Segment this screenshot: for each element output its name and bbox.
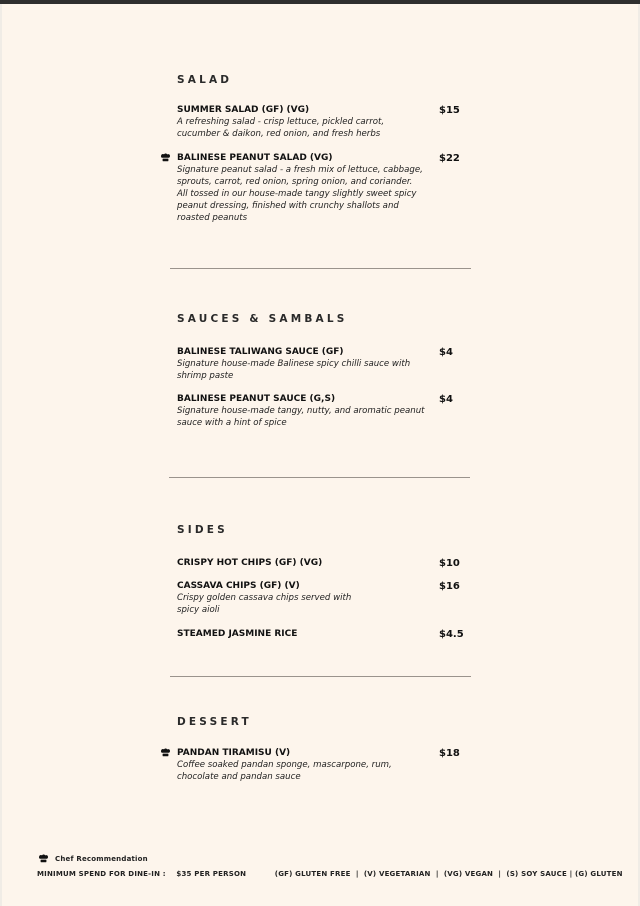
item-price: $16 — [439, 581, 460, 592]
section-divider — [169, 477, 470, 478]
section-title: SALAD — [177, 74, 233, 86]
menu-item — [177, 580, 477, 616]
menu-page — [2, 4, 638, 906]
menu-item — [177, 557, 477, 569]
item-name: BALINESE TALIWANG SAUCE (GF) — [177, 347, 344, 357]
section-title: SAUCES & SAMBALS — [177, 313, 348, 325]
dietary-legend: (GF) GLUTEN FREE | (V) VEGETARIAN | (VG) VEGAN | (S) SOY SAUCE | (G) GLUTEN — [274, 870, 623, 878]
item-price: $4.5 — [439, 629, 464, 640]
item-description: A refreshing salad - crisp lettuce, pickled carrot, cucumber & daikon, red onion, and fresh herbs — [177, 117, 385, 139]
menu-item — [177, 747, 477, 783]
section-dessert — [177, 715, 477, 782]
item-price: $22 — [439, 153, 460, 164]
item-description: Crispy golden cassava chips served with spicy aioli — [177, 593, 352, 615]
item-name: BALINESE PEANUT SALAD (VG) — [177, 153, 333, 163]
item-name: CASSAVA CHIPS (GF) (V) — [177, 581, 300, 591]
item-name: SUMMER SALAD (GF) (VG) — [177, 105, 310, 115]
item-price: $4 — [439, 347, 453, 358]
section-divider — [170, 268, 471, 269]
chef-recommendation-legend — [38, 854, 148, 863]
item-name: BALINESE PEANUT SAUCE (G,S) — [177, 394, 336, 404]
section-divider — [170, 676, 471, 677]
item-price: $15 — [439, 105, 460, 116]
item-name: PANDAN TIRAMISU (V) — [177, 748, 291, 758]
section-title: SIDES — [177, 524, 228, 536]
chef-hat-icon — [160, 153, 171, 162]
item-name: CRISPY HOT CHIPS (GF) (VG) — [177, 558, 323, 568]
chef-hat-icon — [160, 748, 171, 757]
item-description: Coffee soaked pandan sponge, mascarpone, rum, chocolate and pandan sauce — [177, 760, 392, 782]
menu-item — [177, 346, 477, 382]
menu-item — [177, 152, 477, 224]
section-sides — [177, 523, 477, 640]
menu-item — [177, 628, 477, 640]
item-description: Signature house-made tangy, nutty, and aromatic peanut sauce with a hint of spice — [177, 406, 425, 428]
item-name: STEAMED JASMINE RICE — [177, 629, 298, 639]
menu-item — [177, 104, 477, 140]
item-price: $4 — [439, 394, 453, 405]
section-title: DESSERT — [177, 716, 252, 728]
item-price: $18 — [439, 748, 460, 759]
chef-hat-icon — [38, 854, 49, 863]
section-sauces-sambals — [177, 312, 477, 428]
item-description: Signature house-made Balinese spicy chilli sauce with shrimp paste — [177, 359, 411, 381]
item-description: Signature peanut salad - a fresh mix of lettuce, cabbage, sprouts, carrot, red onion, spring onion, and coriander. All tossed in our house-made tangy slightly sweet spicy peanut dressing, finished with crunchy shallots and roasted peanuts — [177, 165, 423, 223]
chef-legend-label: Chef Recommendation — [55, 854, 148, 863]
footer-info — [37, 870, 623, 878]
section-salad — [177, 73, 477, 223]
min-spend-value: $35 PER PERSON — [176, 870, 247, 878]
menu-item — [177, 393, 477, 429]
min-spend-label: MINIMUM SPEND FOR DINE-IN : — [37, 870, 166, 878]
item-price: $10 — [439, 558, 460, 569]
